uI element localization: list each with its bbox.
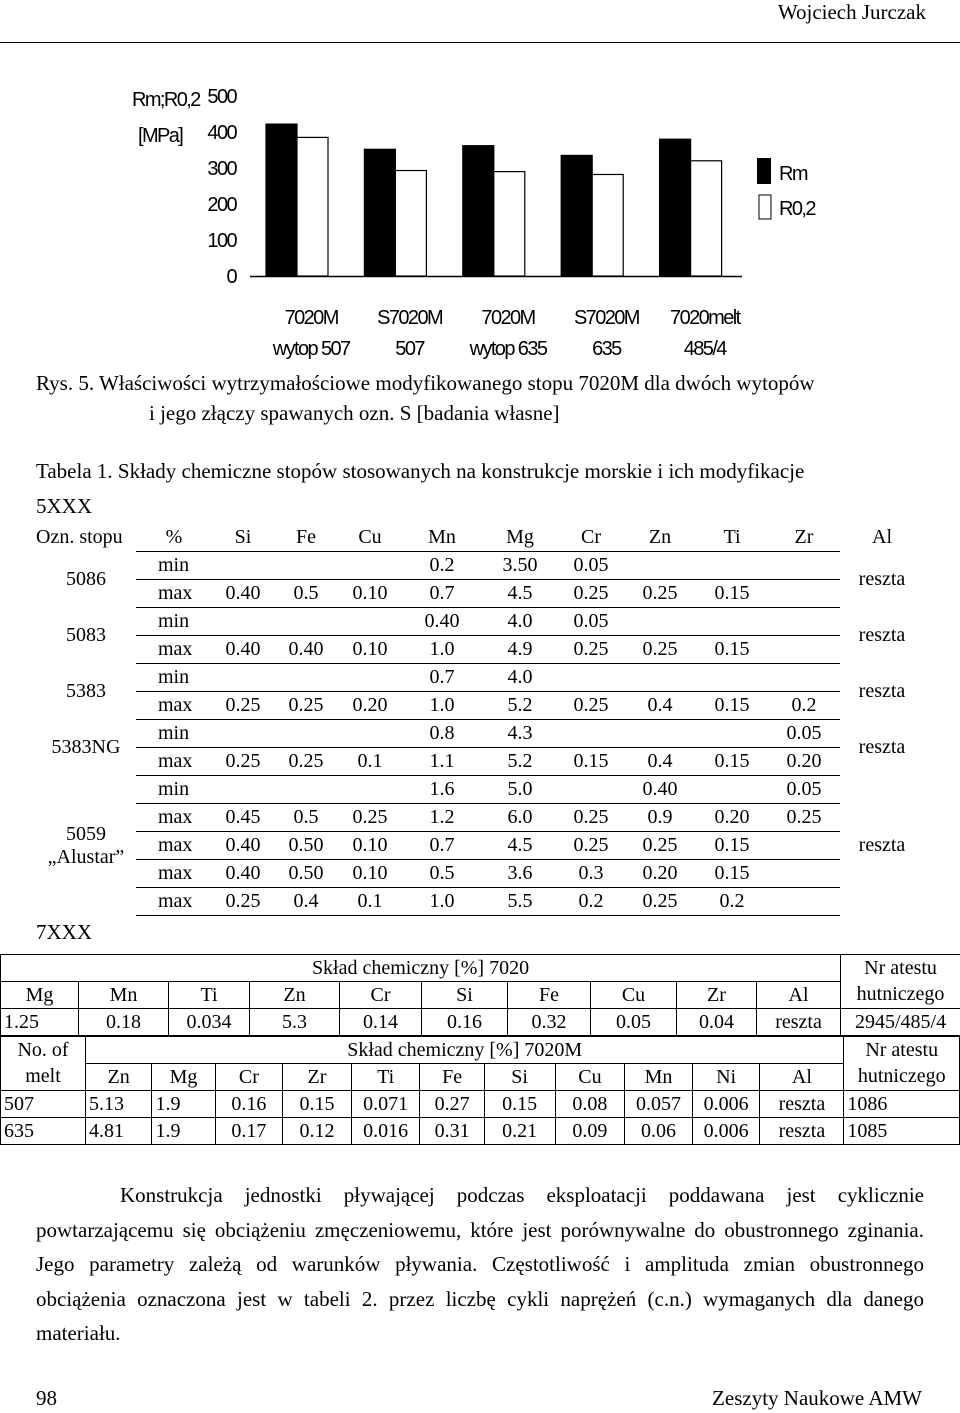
certificate-number: 1085 <box>844 1118 960 1145</box>
table-header-row <box>36 524 924 552</box>
composition-value: 3.6 <box>482 860 558 888</box>
bar-r02-2 <box>395 171 426 276</box>
composition-value: 3.50 <box>482 552 558 580</box>
certificate-number: 1086 <box>844 1091 960 1118</box>
composition-value: 0.4 <box>624 748 696 776</box>
y-tick-label: 500 <box>207 86 236 108</box>
composition-value: 0.04 <box>677 1009 757 1036</box>
composition-value: 0.08 <box>555 1091 625 1118</box>
composition-value: 5.2 <box>482 692 558 720</box>
composition-value <box>768 664 840 692</box>
composition-value: 4.5 <box>482 580 558 608</box>
composition-value <box>212 608 274 636</box>
legend-label-r02: R0,2 <box>779 198 815 220</box>
composition-value: reszta <box>757 1009 841 1036</box>
table-row <box>36 748 924 776</box>
journal-name: Zeszyty Naukowe AMW <box>712 1386 922 1410</box>
composition-value: 0.016 <box>351 1118 420 1145</box>
composition-value: 1.2 <box>402 804 482 832</box>
column-header: Zn <box>250 982 340 1009</box>
aluminium-balance: reszta <box>858 680 906 702</box>
composition-value <box>212 720 274 748</box>
composition-value: 6.0 <box>482 804 558 832</box>
bar-rm-1 <box>266 124 297 276</box>
composition-value <box>768 888 840 916</box>
alloy-name: 5383NG <box>51 736 121 758</box>
composition-value: 0.40 <box>274 636 338 664</box>
melt-number: 635 <box>1 1118 86 1145</box>
x-tick-label-line2: 485/4 <box>683 338 726 360</box>
limit-label: max <box>136 804 212 832</box>
composition-value <box>558 776 624 804</box>
bar-r02-4 <box>592 174 623 276</box>
composition-value: 4.3 <box>482 720 558 748</box>
composition-value <box>558 664 624 692</box>
x-tick-label: S7020M <box>377 307 443 329</box>
table3-cert-line1: Nr atestu <box>844 1037 960 1064</box>
composition-value: 0.25 <box>274 692 338 720</box>
composition-value <box>696 552 768 580</box>
figure-caption-line-2: i jego złączy spawanych ozn. S [badania własne] <box>149 401 560 425</box>
table3-cert-line2: hutniczego <box>844 1064 960 1091</box>
composition-value <box>696 720 768 748</box>
column-header: Mg <box>1 982 79 1009</box>
composition-value: 4.0 <box>482 664 558 692</box>
composition-value: 0.4 <box>274 888 338 916</box>
table-row <box>36 552 924 580</box>
table-row <box>36 580 924 608</box>
composition-value: 0.25 <box>558 636 624 664</box>
composition-value: 0.50 <box>274 860 338 888</box>
chart-labels <box>132 86 742 360</box>
bar-r02-3 <box>494 172 525 276</box>
composition-value: 0.05 <box>558 608 624 636</box>
composition-value: 0.15 <box>696 636 768 664</box>
composition-value: 0.25 <box>768 804 840 832</box>
x-tick-label: S7020M <box>573 307 639 329</box>
column-header: Cu <box>555 1064 625 1091</box>
composition-value: 0.057 <box>625 1091 693 1118</box>
table-row <box>36 720 924 748</box>
composition-value: 0.20 <box>768 748 840 776</box>
column-header: Si <box>234 526 252 548</box>
composition-value <box>768 832 840 860</box>
composition-value: reszta <box>760 1091 844 1118</box>
composition-value <box>338 720 402 748</box>
aluminium-balance: reszta <box>858 736 906 758</box>
composition-value: 0.10 <box>338 860 402 888</box>
table-row <box>1 1118 960 1145</box>
composition-value: 4.5 <box>482 832 558 860</box>
column-header: Cu <box>358 526 382 548</box>
composition-value: 0.40 <box>624 776 696 804</box>
composition-value: 0.006 <box>692 1118 760 1145</box>
composition-value: 0.14 <box>340 1009 422 1036</box>
composition-value: 0.05 <box>768 776 840 804</box>
alloy-designation <box>36 608 136 664</box>
composition-value: 0.31 <box>420 1118 484 1145</box>
limit-label: min <box>136 664 212 692</box>
table-row <box>36 776 924 804</box>
y-tick-label: 400 <box>207 122 236 144</box>
figure-caption-line-1: Rys. 5. Właściwości wytrzymałościowe modyfikowanego stopu 7020M dla dwóch wytopów <box>36 371 815 395</box>
alloy-designation <box>36 720 136 776</box>
composition-value: 0.15 <box>484 1091 555 1118</box>
limit-label: min <box>136 552 212 580</box>
composition-value <box>274 664 338 692</box>
composition-value <box>274 720 338 748</box>
composition-value: 0.17 <box>215 1118 283 1145</box>
composition-value: 0.15 <box>283 1091 352 1118</box>
table3-melt-line2: melt <box>1 1064 86 1091</box>
table-row <box>1 1009 960 1036</box>
table-row <box>36 692 924 720</box>
composition-value: 0.2 <box>402 552 482 580</box>
composition-value: 0.45 <box>212 804 274 832</box>
composition-value: 1.1 <box>402 748 482 776</box>
composition-value: 1.9 <box>152 1091 215 1118</box>
composition-table-7020m <box>0 1036 960 1145</box>
composition-value: 0.15 <box>696 748 768 776</box>
x-tick-label: 7020M <box>284 307 338 329</box>
figure-caption <box>36 368 936 428</box>
table-row <box>36 860 924 888</box>
column-header: Mg <box>152 1064 215 1091</box>
y-axis-unit: [MPa] <box>138 125 183 147</box>
x-tick-label-line2: 507 <box>395 338 424 360</box>
bar-rm-5 <box>660 139 691 276</box>
table2-cert-line2: hutniczego <box>841 982 960 1009</box>
composition-value <box>212 664 274 692</box>
composition-value: 0.5 <box>274 580 338 608</box>
column-header: Si <box>422 982 508 1009</box>
composition-value: 0.5 <box>402 860 482 888</box>
page-number: 98 <box>36 1386 57 1410</box>
composition-value: 0.25 <box>212 692 274 720</box>
composition-value: 0.25 <box>558 580 624 608</box>
column-header: Ni <box>692 1064 760 1091</box>
composition-value: 0.2 <box>768 692 840 720</box>
column-header: Cu <box>591 982 677 1009</box>
y-axis-label: Rm;R0,2 <box>132 89 200 111</box>
composition-value <box>624 608 696 636</box>
section-label-7xxx: 7XXX <box>36 920 92 944</box>
composition-value: 0.15 <box>696 692 768 720</box>
x-tick-label: 7020melt <box>670 307 740 329</box>
column-header: Fe <box>420 1064 484 1091</box>
alloy-designation <box>36 552 136 608</box>
y-tick-label: 100 <box>207 230 236 252</box>
composition-value: 0.40 <box>402 608 482 636</box>
column-header: Zr <box>283 1064 352 1091</box>
composition-value: 0.06 <box>625 1118 693 1145</box>
bar-rm-2 <box>364 149 395 276</box>
aluminium-balance: reszta <box>858 568 906 590</box>
composition-value: 0.20 <box>696 804 768 832</box>
running-header-author: Wojciech Jurczak <box>777 0 926 24</box>
column-header: Zr <box>794 526 814 548</box>
column-header: Cr <box>581 526 601 548</box>
composition-value: 0.16 <box>215 1091 283 1118</box>
x-tick-label-line2: wytop 507 <box>272 338 350 360</box>
composition-value: 0.25 <box>624 636 696 664</box>
alloy-designation <box>36 776 136 916</box>
composition-value: 0.4 <box>624 692 696 720</box>
composition-value: 0.50 <box>274 832 338 860</box>
table2-cert-line1: Nr atestu <box>841 955 960 982</box>
composition-value: 0.05 <box>591 1009 677 1036</box>
composition-value <box>696 664 768 692</box>
bar-rm-4 <box>561 155 592 276</box>
limit-label: min <box>136 776 212 804</box>
composition-value: 0.40 <box>212 636 274 664</box>
table3-melt-line1: No. of <box>1 1037 86 1064</box>
table-row <box>36 608 924 636</box>
composition-value: 5.2 <box>482 748 558 776</box>
column-header: Mn <box>625 1064 693 1091</box>
legend-swatch-rm <box>757 158 771 184</box>
composition-value: reszta <box>760 1118 844 1145</box>
limit-label: min <box>136 720 212 748</box>
alloy-name: 5059 <box>66 822 106 845</box>
composition-value: 1.0 <box>402 888 482 916</box>
composition-value: 0.15 <box>696 832 768 860</box>
legend-swatch-r02 <box>759 195 771 219</box>
y-tick-label: 300 <box>207 158 236 180</box>
composition-value: 0.25 <box>624 888 696 916</box>
composition-value: 4.9 <box>482 636 558 664</box>
composition-value: 1.0 <box>402 692 482 720</box>
composition-value <box>338 776 402 804</box>
composition-value: 0.1 <box>338 888 402 916</box>
composition-value: 0.25 <box>274 748 338 776</box>
composition-value: 0.2 <box>696 888 768 916</box>
composition-value <box>274 776 338 804</box>
limit-label: max <box>136 636 212 664</box>
section-label-5xxx: 5XXX <box>36 494 92 518</box>
composition-value: 0.25 <box>212 748 274 776</box>
table-row <box>36 832 924 860</box>
composition-value: 0.006 <box>692 1091 760 1118</box>
column-header: Mn <box>428 526 456 548</box>
composition-value: 0.25 <box>558 804 624 832</box>
column-header: Al <box>872 526 892 549</box>
composition-value: 0.10 <box>338 636 402 664</box>
composition-value: 0.5 <box>274 804 338 832</box>
alloy-trade-name: „Alustar” <box>47 845 125 868</box>
table3-title: Skład chemiczny [%] 7020M <box>85 1037 843 1064</box>
composition-value <box>274 552 338 580</box>
column-header: Zn <box>85 1064 151 1091</box>
composition-value: 0.12 <box>283 1118 352 1145</box>
strength-bar-chart <box>0 60 960 360</box>
column-header: Cr <box>340 982 422 1009</box>
limit-label: max <box>136 888 212 916</box>
composition-value: 0.8 <box>402 720 482 748</box>
composition-value: 0.20 <box>338 692 402 720</box>
composition-value: 0.40 <box>212 832 274 860</box>
composition-value: 0.9 <box>624 804 696 832</box>
aluminium-balance: reszta <box>858 624 906 646</box>
y-tick-label: 0 <box>226 266 236 288</box>
composition-value: 0.25 <box>558 692 624 720</box>
table-row <box>1 1091 960 1118</box>
legend-label-rm: Rm <box>779 163 807 185</box>
table-row <box>36 636 924 664</box>
column-header: Ti <box>169 982 250 1009</box>
composition-value: 0.071 <box>351 1091 420 1118</box>
limit-label: min <box>136 608 212 636</box>
composition-value: 0.20 <box>624 860 696 888</box>
composition-value: 0.034 <box>169 1009 250 1036</box>
composition-value: 0.18 <box>79 1009 169 1036</box>
alloy-name: 5383 <box>66 680 106 702</box>
composition-value: 0.27 <box>420 1091 484 1118</box>
composition-value: 0.25 <box>212 888 274 916</box>
composition-table-7020 <box>0 954 960 1036</box>
composition-value <box>338 552 402 580</box>
column-header: Al <box>760 1064 844 1091</box>
composition-value: 1.0 <box>402 636 482 664</box>
table-row <box>36 664 924 692</box>
y-tick-label: 200 <box>207 194 236 216</box>
column-header: Mg <box>506 526 534 548</box>
composition-value <box>624 664 696 692</box>
composition-value: 1.25 <box>1 1009 79 1036</box>
composition-value: 0.05 <box>768 720 840 748</box>
column-header: Ozn. stopu <box>36 526 123 549</box>
composition-value: 0.25 <box>338 804 402 832</box>
composition-value: 0.1 <box>338 748 402 776</box>
composition-value <box>274 608 338 636</box>
column-header: Zr <box>677 982 757 1009</box>
column-header: Ti <box>723 526 741 548</box>
aluminium-balance: reszta <box>858 834 906 856</box>
composition-value <box>338 664 402 692</box>
composition-value <box>558 720 624 748</box>
composition-value: 0.7 <box>402 832 482 860</box>
x-tick-label: 7020M <box>481 307 535 329</box>
table-row <box>36 888 924 916</box>
x-tick-label-line2: 635 <box>592 338 621 360</box>
composition-value: 0.16 <box>422 1009 508 1036</box>
melt-number: 507 <box>1 1091 86 1118</box>
table-row <box>36 804 924 832</box>
limit-label: max <box>136 692 212 720</box>
composition-value: 5.5 <box>482 888 558 916</box>
composition-value: 0.15 <box>558 748 624 776</box>
column-header: Mn <box>79 982 169 1009</box>
column-header: Al <box>757 982 841 1009</box>
alloy-composition-table-5xxx <box>36 524 924 916</box>
composition-value: 4.0 <box>482 608 558 636</box>
composition-value: 5.3 <box>250 1009 340 1036</box>
chart-legend <box>757 158 816 220</box>
composition-value: 1.9 <box>152 1118 215 1145</box>
column-header: % <box>165 526 183 548</box>
composition-value: 0.32 <box>508 1009 591 1036</box>
composition-value: 0.2 <box>558 888 624 916</box>
composition-value: 0.05 <box>558 552 624 580</box>
composition-value <box>212 776 274 804</box>
table2-title: Skład chemiczny [%] 7020 <box>1 955 841 982</box>
composition-value: 0.40 <box>212 580 274 608</box>
body-paragraph: Konstrukcja jednostki pływającej podczas eksploatacji poddawana jest cyklicznie powtarzającemu się obciążeniu zmęczeniowemu, które jest porównywalne do obustronnego zginania. Jego parametry zależą od warunków pływania. Częstotliwość i amplituda zmian obustronnego obciążenia oznaczona jest w tabeli 2. przez liczbę cykli naprężeń (c.n.) wymaganych dla danego materiału. <box>36 1183 924 1345</box>
composition-value <box>768 636 840 664</box>
composition-value <box>696 776 768 804</box>
composition-value: 0.09 <box>555 1118 625 1145</box>
alloy-designation <box>36 664 136 720</box>
column-header: Si <box>484 1064 555 1091</box>
limit-label: max <box>136 748 212 776</box>
bar-r02-1 <box>297 137 328 276</box>
composition-value: 0.40 <box>212 860 274 888</box>
certificate-number: 2945/485/4 <box>841 1009 960 1036</box>
chart-bars <box>266 124 722 276</box>
composition-value <box>338 608 402 636</box>
bar-r02-5 <box>691 161 722 276</box>
composition-value <box>696 608 768 636</box>
composition-value: 0.15 <box>696 860 768 888</box>
composition-value: 0.25 <box>624 580 696 608</box>
composition-value <box>768 552 840 580</box>
column-header: Fe <box>508 982 591 1009</box>
composition-value <box>768 860 840 888</box>
column-header: Cr <box>215 1064 283 1091</box>
composition-value: 0.7 <box>402 580 482 608</box>
alloy-name: 5083 <box>66 624 106 646</box>
composition-value: 0.10 <box>338 832 402 860</box>
composition-value <box>624 552 696 580</box>
limit-label: max <box>136 860 212 888</box>
composition-value: 0.25 <box>624 832 696 860</box>
composition-value: 0.3 <box>558 860 624 888</box>
header-rule <box>0 42 960 43</box>
alloy-name: 5086 <box>66 568 106 590</box>
composition-value: 0.25 <box>558 832 624 860</box>
composition-value <box>212 552 274 580</box>
composition-value: 0.15 <box>696 580 768 608</box>
composition-value: 5.13 <box>85 1091 151 1118</box>
limit-label: max <box>136 832 212 860</box>
composition-value <box>768 580 840 608</box>
x-tick-label-line2: wytop 635 <box>469 338 547 360</box>
table-caption: Tabela 1. Składy chemiczne stopów stosowanych na konstrukcje morskie i ich modyfikacje <box>36 459 805 483</box>
composition-value: 0.7 <box>402 664 482 692</box>
composition-value <box>768 608 840 636</box>
bar-rm-3 <box>463 146 494 276</box>
composition-value: 5.0 <box>482 776 558 804</box>
column-header: Ti <box>351 1064 420 1091</box>
composition-value: 0.21 <box>484 1118 555 1145</box>
column-header: Zn <box>648 526 672 548</box>
composition-value: 0.10 <box>338 580 402 608</box>
composition-value <box>624 720 696 748</box>
column-header: Fe <box>296 526 316 548</box>
limit-label: max <box>136 580 212 608</box>
composition-value: 4.81 <box>85 1118 151 1145</box>
composition-value: 1.6 <box>402 776 482 804</box>
